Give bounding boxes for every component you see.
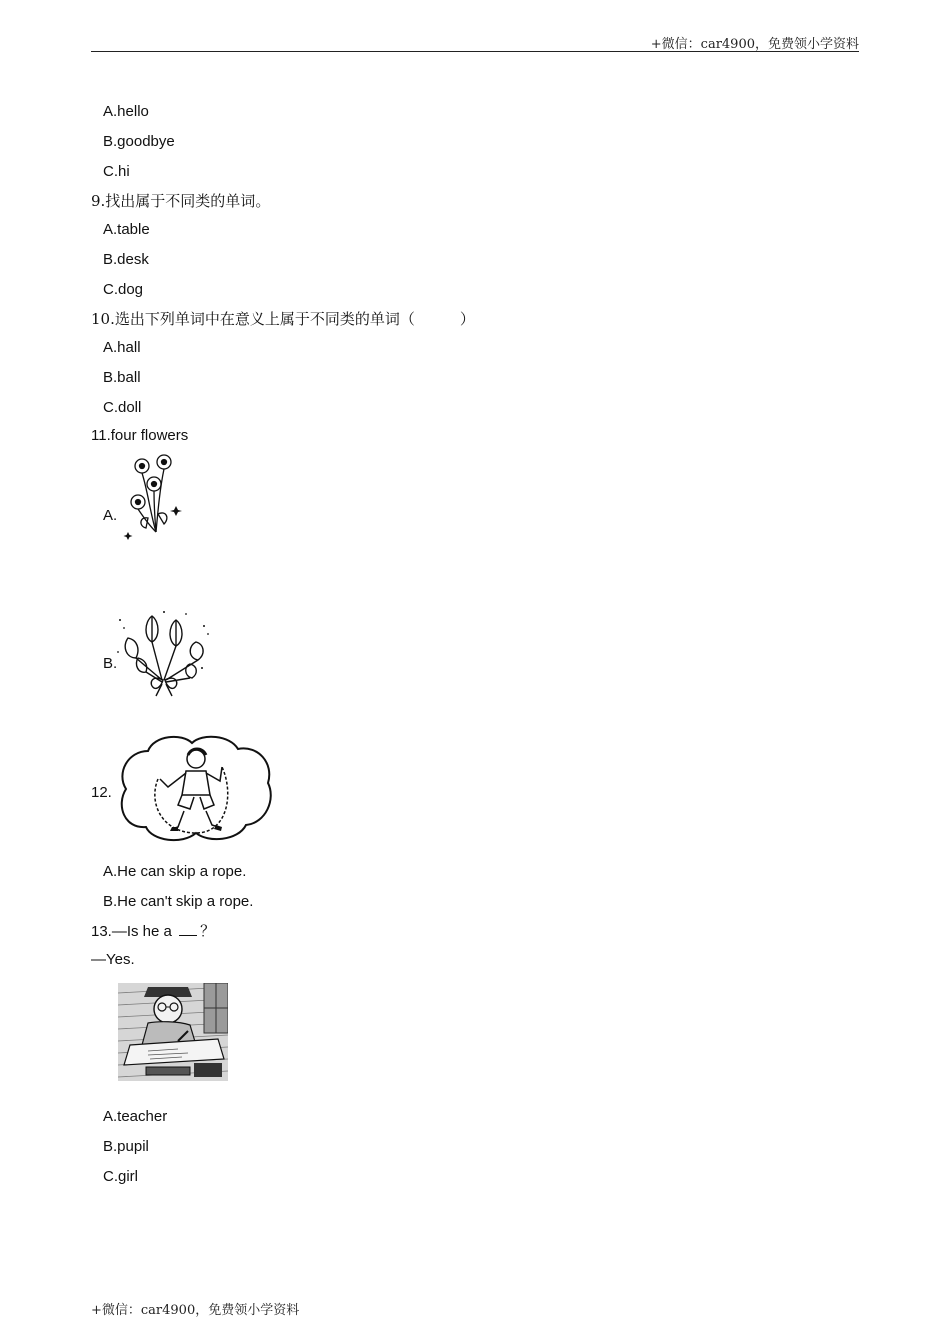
pupil-writing-image xyxy=(118,983,228,1081)
q12-option-b: B.He can't skip a rope. xyxy=(103,893,254,910)
q11-option-a: A. xyxy=(103,507,118,524)
page-header-text: +微信：car4900，免费领小学资料 xyxy=(650,37,859,52)
q13-stem-before: 13.—Is he a xyxy=(91,923,172,940)
q13-stem-after: ？ xyxy=(200,923,216,940)
q11-option-b: B. xyxy=(103,655,118,672)
q9-option-a: A.table xyxy=(103,221,150,238)
q9-stem: 9.找出属于不同类的单词。 xyxy=(91,192,271,210)
q13-option-a: A.teacher xyxy=(103,1108,168,1125)
q13-stem xyxy=(91,921,215,942)
q10-stem: 10.选出下列单词中在意义上属于不同类的单词（ ） xyxy=(91,310,475,328)
header-rule xyxy=(91,51,859,52)
q11-stem: 11.four flowers xyxy=(91,427,189,444)
q13-option-b: B.pupil xyxy=(103,1138,149,1155)
q12-option-a: A.He can skip a rope. xyxy=(103,863,247,880)
page-footer-text: +微信：car4900，免费领小学资料 xyxy=(91,1303,300,1318)
flower-bouquet-image xyxy=(114,608,214,698)
q13-option-c: C.girl xyxy=(103,1168,139,1185)
q8-option-c: C.hi xyxy=(103,163,130,180)
four-flowers-image xyxy=(120,452,188,540)
q9-option-b: B.desk xyxy=(103,251,149,268)
q8-option-a: A.hello xyxy=(103,103,149,120)
q13-answer: —Yes. xyxy=(91,951,135,968)
q9-option-c: C.dog xyxy=(103,281,144,298)
q8-option-b: B.goodbye xyxy=(103,133,175,150)
boy-skipping-rope-image xyxy=(118,733,276,845)
answer-blank xyxy=(179,921,197,936)
q10-option-a: A.hall xyxy=(103,339,141,356)
q10-option-b: B.ball xyxy=(103,369,141,386)
q10-option-c: C.doll xyxy=(103,399,142,416)
q12-stem: 12. xyxy=(91,784,112,801)
